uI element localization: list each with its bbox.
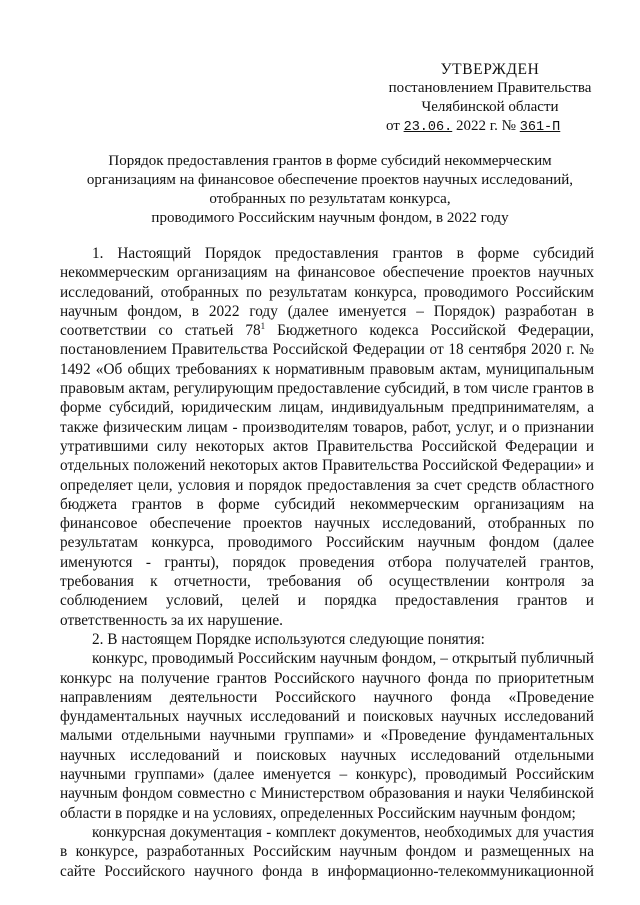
approval-year: 2022 г. №	[452, 118, 520, 134]
paragraph-2: 2. В настоящем Порядке используются следующие понятия:	[92, 630, 485, 648]
paragraph-1-superscript: 1	[260, 321, 266, 332]
paragraph-4: конкурсная документация - комплект документов, необходимых для участия в конкурсе, разработанных Российским научным фондом и размещенных на сайте Российского научного фонда в информационно-телекоммуникационной	[60, 823, 594, 880]
paragraph-3: конкурс, проводимый Российским научным фондом, – открытый публичный конкурс на получение грантов Российского научного фонда по приоритетным направлениям деятельности Российского научного фонда «Проведение фундаментальных научных исследований и поисковых научных исследований малыми отдельными научными группами» и «Проведение фундаментальных научных исследований и поисковых научных исследований отдельными научными группами» (далее именуется – конкурс), проводимый Российским научным фондом совместно с Министерством образования и науки Челябинской области в порядке и на условиях, определенных Российским научным фондом;	[60, 650, 594, 822]
approval-date: 23.06.	[403, 120, 453, 135]
paragraph-1-part-2: Бюджетного кодекса Российской Федерации, постановлением Правительства Российской Федерации от 18 сентября 2020 г. № 1492 «Об общих требованиях к нормативным правовым актам, муниципальным правовым актам, регулирующим предоставление субсидий, в том числе грантов в форме субсидий, юридическим лицам, индивидуальным предпринимателям, а также физическим лицам - производителям товаров, работ, услуг, и о признании утратившими силу некоторых актов Правительства Российской Федерации и отдельных положений некоторых актов Правительства Российской Федерации» и определяет цели, условия и порядок предоставления за счет средств областного бюджета грантов в форме субсидий некоммерческим организациям на финансовое обеспечение проектов научных исследований, отобранных по результатам конкурса, проводимого Российским научным фондом (далее именуются - гранты), порядок проведения отбора получателей грантов, требования к отчетности, требования об осуществлении контроля за соблюдением условий, целей и порядка предоставления грантов и ответственность за их нарушение.	[60, 322, 594, 629]
title-line-2: организациям на финансовое обеспечение проектов научных исследований,	[86, 172, 574, 188]
approval-heading: УТВЕРЖДЕН	[440, 61, 540, 78]
approval-number: 361-П	[519, 120, 561, 135]
approval-line-1: постановлением Правительства	[388, 80, 592, 96]
approval-date-line	[370, 117, 610, 137]
title-line-1: Порядок предоставления грантов в форме субсидий некоммерческим	[108, 153, 552, 169]
document-body	[60, 244, 594, 881]
approval-stamp	[370, 60, 610, 137]
approval-line-2: Челябинской области	[421, 99, 559, 115]
title-line-4: проводимого Российским научным фондом, в 2022 году	[151, 210, 509, 226]
paragraph-1	[60, 244, 594, 630]
approval-date-prefix: от	[386, 118, 404, 134]
title-line-3: отобранных по результатам конкурса,	[209, 191, 451, 207]
paragraph-1-part-1: 1. Настоящий Порядок предоставления грантов в форме субсидий некоммерческим организациям на финансовое обеспечение проектов научных исследований, отобранных по результатам конкурса, проводимого Российским научным фондом, в 2022 году (далее именуется – Порядок) разработан в соответствии со статьей 78	[60, 245, 594, 340]
document-title	[60, 152, 600, 228]
